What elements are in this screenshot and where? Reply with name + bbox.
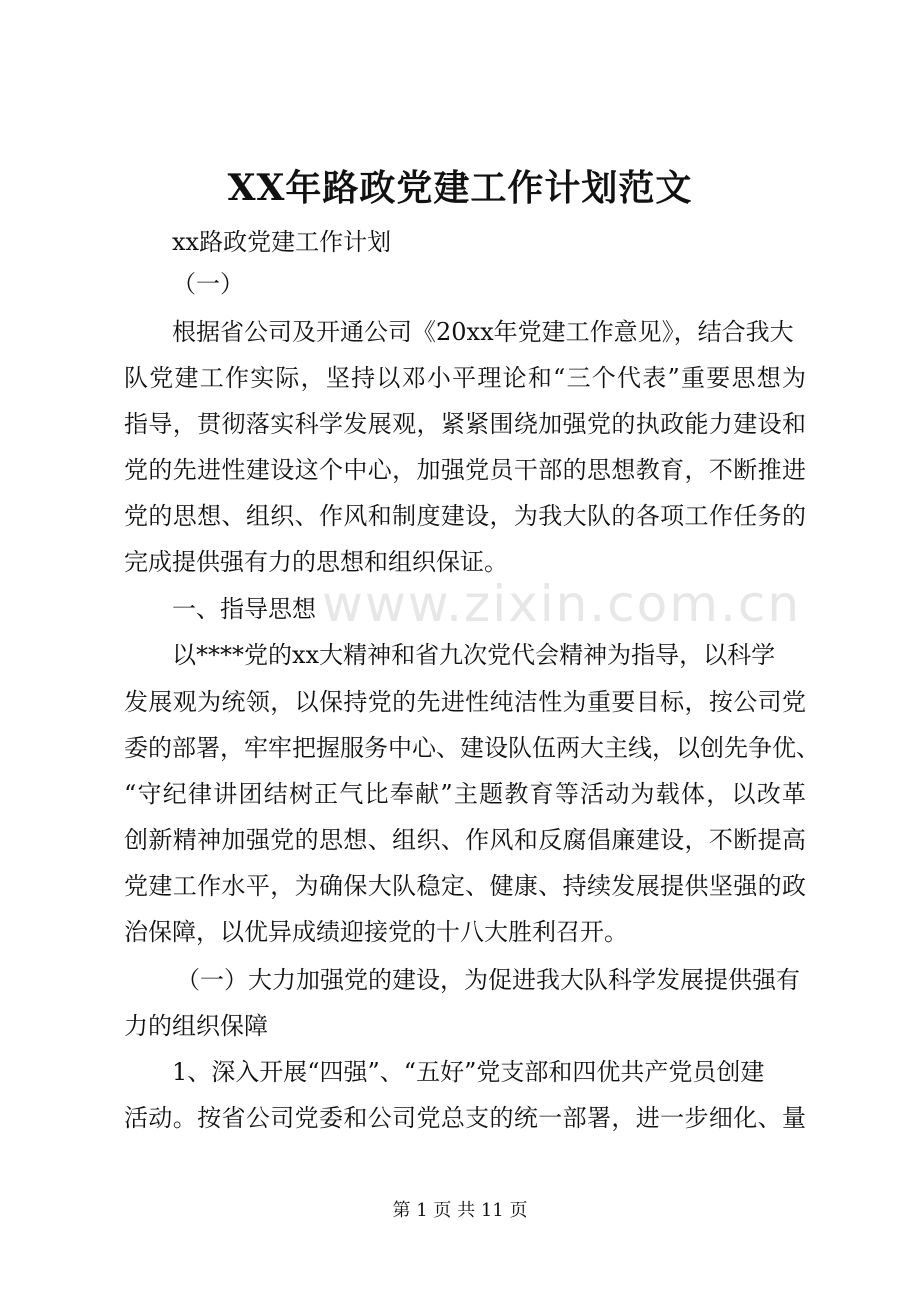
para4-line-2: 活动。按省公司党委和公司党总支的统一部署，进一步细化、量 — [124, 1104, 806, 1132]
para1-line-5: 党的思想、组织、作风和制度建设，为我大队的各项工作任务的 — [124, 502, 806, 530]
document-title: XX年路政党建工作计划范文 — [227, 167, 693, 209]
para4-line-1: 1、深入开展“四强”、“五好”党支部和四优共产党员创建 — [172, 1058, 765, 1086]
para1-line-2: 队党建工作实际，坚持以邓小平理论和“三个代表”重要思想为 — [124, 364, 806, 392]
para1-line-4: 党的先进性建设这个中心，加强党员干部的思想教育，不断推进 — [124, 456, 806, 484]
heading-guiding-thought: 一、指导思想 — [172, 595, 316, 623]
para2-line-1: 以****党的xx大精神和省九次党代会精神为指导，以科学 — [172, 641, 776, 669]
para2-line-2: 发展观为统领，以保持党的先进性纯洁性为重要目标，按公司党 — [124, 688, 806, 716]
para2-line-6: 党建工作水平，为确保大队稳定、健康、持续发展提供坚强的政 — [124, 872, 806, 900]
para2-line-5: 创新精神加强党的思想、组织、作风和反腐倡廉建设，不断提高 — [124, 826, 806, 854]
para3-line-2: 力的组织保障 — [124, 1012, 268, 1040]
para2-line-3: 委的部署，牢牢把握服务中心、建设队伍两大主线，以创先争优、 — [124, 734, 820, 762]
para1-line-1: 根据省公司及开通公司《20xx年党建工作意见》，结合我大 — [172, 318, 794, 346]
para1-line-3: 指导，贯彻落实科学发展观，紧紧围绕加强党的执政能力建设和 — [124, 410, 806, 438]
para3-line-1: （一）大力加强党的建设，为促进我大队科学发展提供强有 — [176, 966, 800, 994]
para2-line-7: 治保障，以优异成绩迎接党的十八大胜利召开。 — [124, 918, 628, 946]
watermark: www.zixin.com.cn — [322, 575, 802, 633]
document-subtitle: xx路政党建工作计划 — [172, 228, 392, 256]
section-marker: （一） — [172, 270, 244, 298]
para1-line-6: 完成提供强有力的思想和组织保证。 — [124, 548, 508, 576]
para2-line-4: “守纪律讲团结树正气比奉献”主题教育等活动为载体，以改革 — [124, 780, 806, 808]
page-footer: 第 1 页 共 11 页 — [392, 1200, 528, 1221]
